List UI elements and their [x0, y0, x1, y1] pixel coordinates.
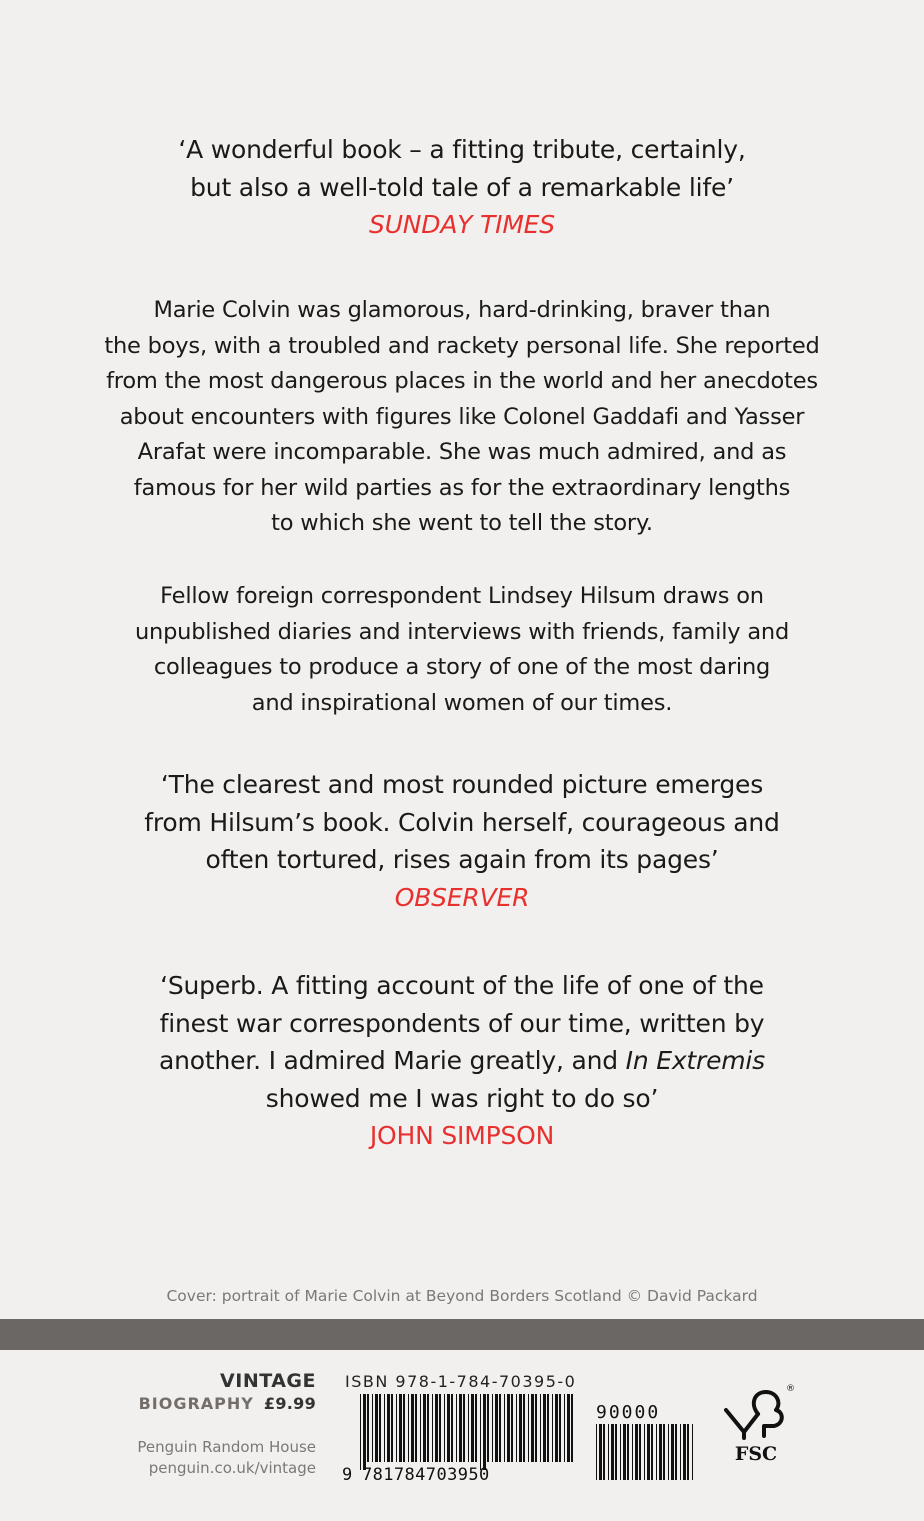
- fsc-registered-mark: ®: [786, 1384, 795, 1394]
- quote-line: showed me I was right to do so’: [265, 1083, 659, 1113]
- barcode-bar: [471, 1394, 474, 1462]
- barcode-bar: [571, 1394, 573, 1462]
- barcode-bar: [372, 1394, 373, 1462]
- barcode-bar: [687, 1424, 689, 1480]
- quote-line: ‘Superb. A fitting account of the life of one of the: [160, 971, 764, 1000]
- barcode-bar: [403, 1394, 405, 1462]
- barcode-bar: [615, 1424, 617, 1480]
- barcode-bar: [451, 1394, 453, 1462]
- barcode-bar: [603, 1424, 605, 1480]
- imprint-name: Penguin Random House: [137, 1438, 316, 1456]
- barcode-bar: [492, 1394, 493, 1462]
- blurb-line: Arafat were incomparable. She was much admired, and as: [137, 439, 787, 465]
- quote-sunday-times: [0, 131, 924, 244]
- barcode-bar: [531, 1394, 534, 1462]
- barcode-bar: [511, 1394, 513, 1462]
- barcode-bar: [435, 1394, 438, 1462]
- barcode-bar: [475, 1394, 477, 1462]
- barcode-bar: [644, 1424, 645, 1480]
- blurb-paragraph-1: [0, 293, 924, 542]
- barcode-bar: [516, 1394, 517, 1462]
- barcode-bar: [647, 1424, 650, 1480]
- barcode-bar: [468, 1394, 469, 1462]
- barcode-bar: [499, 1394, 501, 1462]
- quote-line: [0, 1042, 924, 1080]
- price-label: £9.99: [263, 1394, 316, 1413]
- barcode-bar: [528, 1394, 529, 1462]
- blurb-line: about encounters with figures like Colonel Gaddafi and Yasser: [119, 403, 805, 430]
- barcode-bar: [651, 1424, 653, 1480]
- barcode-bar: [632, 1424, 633, 1480]
- barcode-bar: [611, 1424, 614, 1480]
- barcode-bar: [547, 1394, 549, 1462]
- barcode-bar: [540, 1394, 541, 1462]
- barcode-bar: [523, 1394, 525, 1462]
- barcode-bar: [379, 1394, 381, 1462]
- blurb-line: and inspirational women of our times.: [251, 689, 673, 716]
- barcode-bar: [504, 1394, 505, 1462]
- barcode-bar: [668, 1424, 669, 1480]
- barcode-bar: [363, 1394, 366, 1470]
- barcode-bar: [483, 1394, 486, 1470]
- blurb-line: Fellow foreign correspondent Lindsey Hilsum draws on: [160, 583, 764, 609]
- quote-line: but also a well-told tale of a remarkable life’: [190, 172, 734, 202]
- addon-digits: 90000: [596, 1402, 661, 1423]
- blurb-line: famous for her wild parties as for the extraordinary lengths: [133, 474, 791, 501]
- quote-line: often tortured, rises again from its pages’: [205, 845, 719, 874]
- barcode-bar: [596, 1424, 597, 1480]
- barcode-bar: [659, 1424, 662, 1480]
- quote-credit: SUNDAY TIMES: [369, 210, 555, 239]
- barcode-bar: [635, 1424, 638, 1480]
- cover-credit: Cover: portrait of Marie Colvin at Beyond Borders Scotland © David Packard: [166, 1287, 758, 1305]
- barcode-bar: [444, 1394, 445, 1462]
- quote-line: ‘The clearest and most rounded picture emerges: [160, 770, 764, 799]
- blurb-line: unpublished diaries and interviews with friends, family and: [134, 618, 790, 645]
- barcode-bar: [423, 1394, 426, 1462]
- barcode-bar: [639, 1424, 641, 1480]
- blurb-line: colleagues to produce a story of one of the most daring: [153, 654, 771, 680]
- isbn-label: ISBN 978-1-784-70395-0: [345, 1372, 577, 1391]
- barcode-bar: [367, 1394, 369, 1462]
- barcode-bar: [408, 1394, 409, 1462]
- quote-line-text: another. I admired Marie greatly, and: [159, 1046, 626, 1075]
- barcode-bar: [559, 1394, 561, 1462]
- barcode-bar: [675, 1424, 677, 1480]
- category-label: BIOGRAPHY: [138, 1394, 254, 1413]
- footer-band: [0, 1319, 924, 1350]
- barcode-bar: [480, 1394, 481, 1470]
- barcode-bar: [427, 1394, 429, 1462]
- blurb-line: the boys, with a troubled and rackety personal life. She reported: [104, 332, 820, 359]
- barcode-addon: [592, 1402, 697, 1482]
- quote-line: ‘A wonderful book – a fitting tribute, certainly,: [178, 135, 746, 164]
- barcode: [340, 1392, 578, 1485]
- category-price: [139, 1394, 316, 1413]
- blurb-line: Marie Colvin was glamorous, hard-drinking, braver than: [153, 297, 771, 323]
- blurb-paragraph-2: [0, 579, 924, 721]
- barcode-bar: [360, 1394, 361, 1470]
- quote-line: from Hilsum’s book. Colvin herself, courageous and: [144, 807, 780, 837]
- book-title-italic: In Extremis: [625, 1046, 765, 1075]
- barcode-bar: [459, 1394, 462, 1462]
- barcode-first-digit: 9: [342, 1465, 353, 1485]
- barcode-bar: [463, 1394, 465, 1462]
- barcode-bar: [608, 1424, 609, 1480]
- barcode-bar: [507, 1394, 510, 1462]
- barcode-bar: [656, 1424, 657, 1480]
- quote-credit: OBSERVER: [394, 882, 530, 912]
- barcode-bar: [564, 1394, 565, 1462]
- barcode-bar: [396, 1394, 397, 1462]
- barcode-bar: [543, 1394, 546, 1462]
- barcode-bar: [623, 1424, 626, 1480]
- barcode-bar: [620, 1424, 621, 1480]
- blurb-line: to which she went to tell the story.: [271, 510, 653, 536]
- fsc-tree-icon: [726, 1392, 782, 1438]
- barcode-bar: [692, 1424, 693, 1480]
- barcode-bar: [456, 1394, 457, 1462]
- barcode-bar: [439, 1394, 441, 1462]
- fsc-logo: [720, 1382, 795, 1468]
- barcode-bar: [432, 1394, 433, 1462]
- barcode-bar: [555, 1394, 558, 1462]
- barcode-bar: [375, 1394, 378, 1462]
- quote-line: finest war correspondents of our time, written by: [159, 1008, 765, 1038]
- barcode-bar: [495, 1394, 498, 1462]
- barcode-bar: [411, 1394, 414, 1462]
- barcode-bar: [552, 1394, 553, 1462]
- barcode-bar: [387, 1394, 390, 1462]
- quote-john-simpson: [0, 967, 924, 1155]
- barcode-bar: [384, 1394, 385, 1462]
- quote-observer: [0, 766, 924, 916]
- barcode-bar: [599, 1424, 602, 1480]
- barcode-bar: [567, 1394, 570, 1462]
- barcode-bar: [535, 1394, 537, 1462]
- barcode-bar: [391, 1394, 393, 1462]
- barcode-bar: [627, 1424, 629, 1480]
- publisher-url: penguin.co.uk/vintage: [148, 1459, 316, 1477]
- barcode-bar: [680, 1424, 681, 1480]
- barcode-bar: [487, 1394, 489, 1462]
- barcode-bar: [663, 1424, 665, 1480]
- barcode-digits: 781784703950: [362, 1465, 490, 1485]
- barcode-bar: [420, 1394, 421, 1462]
- barcode-bar: [415, 1394, 417, 1462]
- fsc-label: FSC: [734, 1443, 778, 1465]
- quote-credit: JOHN SIMPSON: [369, 1121, 555, 1150]
- barcode-bar: [683, 1424, 686, 1480]
- barcode-bar: [671, 1424, 674, 1480]
- barcode-bar: [399, 1394, 402, 1462]
- publisher-name: VINTAGE: [220, 1370, 316, 1392]
- blurb-line: from the most dangerous places in the world and her anecdotes: [106, 368, 818, 394]
- barcode-bar: [447, 1394, 450, 1462]
- barcode-bar: [519, 1394, 522, 1462]
